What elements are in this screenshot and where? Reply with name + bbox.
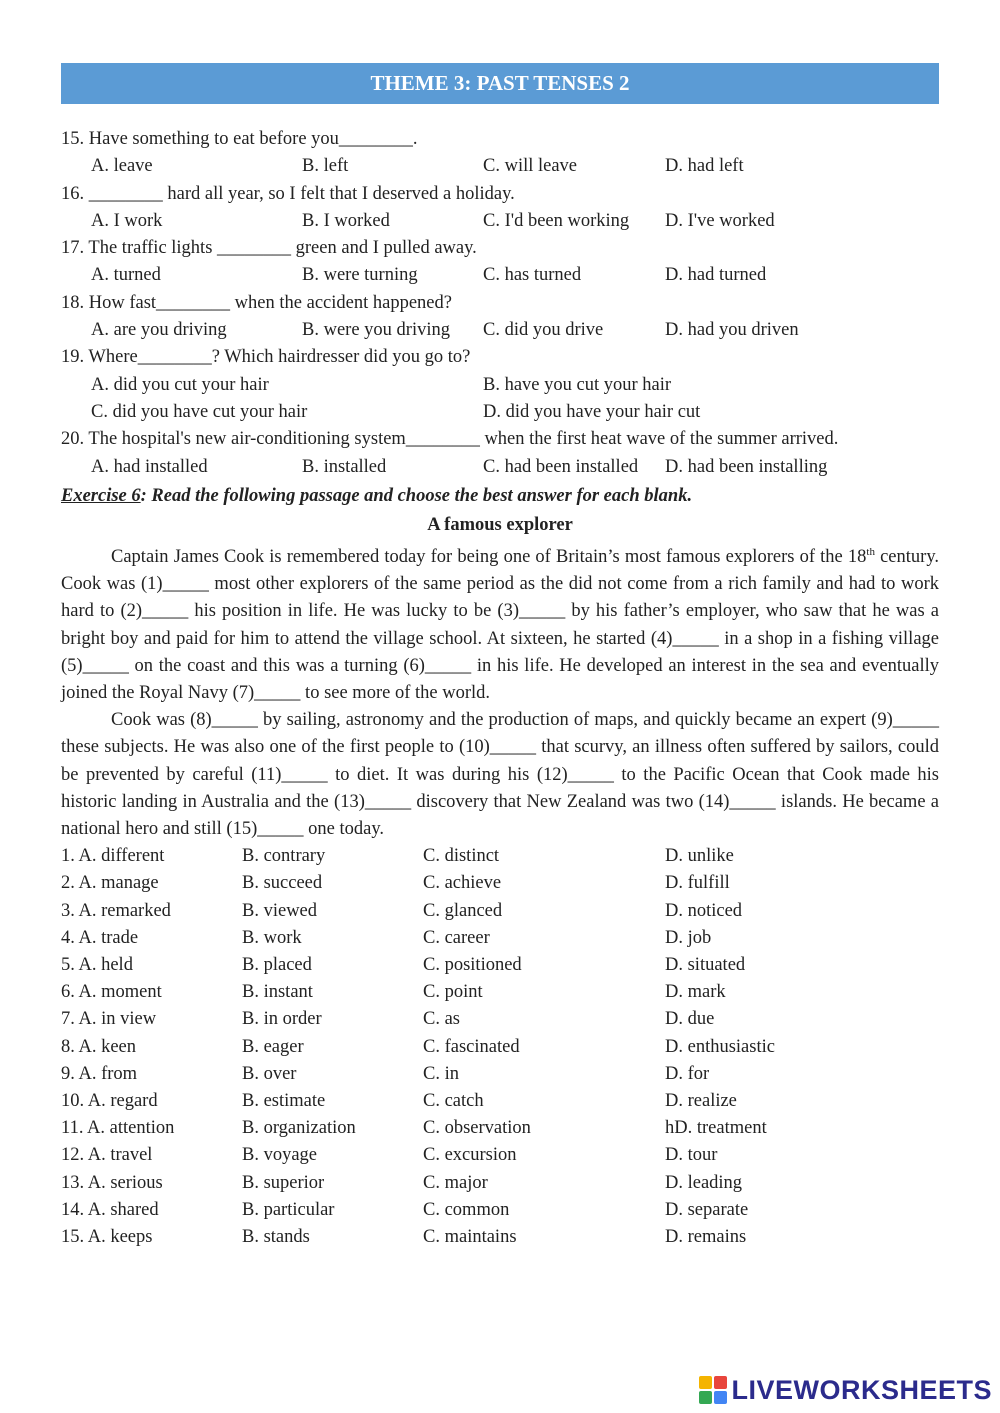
- options-row: [61, 317, 939, 344]
- option-a[interactable]: A. did you cut your hair: [91, 374, 269, 395]
- option-a[interactable]: 6. A. moment: [61, 982, 162, 1003]
- option-b[interactable]: B. work: [242, 927, 302, 948]
- options-row: [61, 399, 939, 426]
- passage-paragraph-2: Cook was (8)_____ by sailing, astronomy and the production of maps, and quickly became an expert (9)_____ these subjects. He was also one of the first people to (10)_____ that scurvy, an illness often suffered by sailors, could be prevented by careful (11)_____ to diet. It was during his (12)_____ to the Pacific Ocean that Cook made his historic landing in Australia and the (13)_____ discovery that New Zealand was two (14)_____ islands. He became a national hero and still (15)_____ one today.: [61, 710, 939, 840]
- answer-row-4: [61, 925, 939, 952]
- option-a[interactable]: 2. A. manage: [61, 873, 159, 894]
- option-a[interactable]: 9. A. from: [61, 1063, 138, 1084]
- option-a[interactable]: A. turned: [91, 265, 161, 286]
- options-row: [61, 262, 939, 289]
- answer-row-13: [61, 1170, 939, 1197]
- option-a[interactable]: A. had installed: [91, 456, 208, 477]
- paragraph-1-text-a: Captain James Cook is remembered today for being one of Britain’s most famous explorers of the 18: [111, 547, 867, 568]
- question-17: [61, 235, 939, 290]
- option-b[interactable]: B. instant: [242, 982, 313, 1003]
- option-d[interactable]: D. remains: [665, 1226, 747, 1247]
- option-b[interactable]: B. placed: [242, 955, 312, 975]
- question-20: [61, 426, 939, 481]
- answer-row-11: [61, 1115, 939, 1142]
- option-a[interactable]: A. leave: [91, 156, 153, 177]
- option-c[interactable]: C. maintains: [423, 1226, 517, 1247]
- option-c[interactable]: C. did you drive: [483, 320, 604, 341]
- question-16: [61, 181, 939, 236]
- answer-row-12: [61, 1142, 939, 1169]
- option-d[interactable]: D. had been installing: [665, 456, 828, 477]
- option-b[interactable]: B. over: [242, 1063, 297, 1084]
- option-c[interactable]: C. will leave: [483, 156, 578, 177]
- option-d[interactable]: D. due: [665, 1009, 715, 1030]
- option-c[interactable]: C. major: [423, 1172, 488, 1193]
- option-d[interactable]: D. situated: [665, 955, 746, 975]
- option-a[interactable]: 1. A. different: [61, 846, 165, 867]
- option-d[interactable]: D. realize: [665, 1090, 737, 1111]
- option-b[interactable]: B. installed: [302, 456, 387, 477]
- option-b[interactable]: B. were you driving: [302, 320, 450, 341]
- option-b[interactable]: B. particular: [242, 1199, 335, 1220]
- question-15: [61, 126, 939, 181]
- liveworksheets-logo-icon: [699, 1376, 727, 1404]
- answer-row-3: [61, 898, 939, 925]
- exercise-6-heading: [61, 481, 939, 511]
- question-19: [61, 344, 939, 426]
- answer-row-1: [61, 843, 939, 870]
- option-b[interactable]: B. estimate: [242, 1090, 326, 1111]
- option-a[interactable]: 11. A. attention: [61, 1118, 175, 1139]
- option-c[interactable]: C. observation: [423, 1118, 531, 1139]
- option-b[interactable]: B. organization: [242, 1118, 356, 1139]
- option-c[interactable]: C. excursion: [423, 1145, 517, 1166]
- option-a[interactable]: 4. A. trade: [61, 927, 139, 948]
- option-a[interactable]: A. I work: [91, 210, 163, 231]
- option-b[interactable]: B. contrary: [242, 846, 326, 867]
- exercise-label: Exercise 6: [61, 485, 141, 506]
- option-c[interactable]: C. in: [423, 1063, 459, 1084]
- options-row: [61, 372, 939, 399]
- option-d[interactable]: D. tour: [665, 1145, 718, 1166]
- option-b[interactable]: B. eager: [242, 1036, 304, 1057]
- option-b[interactable]: B. superior: [242, 1172, 325, 1193]
- option-a[interactable]: 7. A. in view: [61, 1009, 157, 1030]
- option-c[interactable]: C. had been installed: [483, 456, 639, 477]
- answer-row-5: [61, 952, 939, 979]
- option-c[interactable]: C. career: [423, 927, 490, 948]
- option-a[interactable]: A. are you driving: [91, 320, 227, 341]
- worksheet-content: [61, 126, 939, 1251]
- question-stem: 15. Have something to eat before you________.: [61, 129, 418, 149]
- answer-row-10: [61, 1088, 939, 1115]
- paragraph-1-text-b: century. Cook was (1)_____ most other explorers of the same period as the did not come from a rich family and had to work hard to (2)_____ his position in life. He was lucky to be (3)_____ by his father’s employer, who saw that he was a bright boy and paid for him to attend the village school. At sixteen, he started (4)_____ in a shop in a fishing village (5)_____ on the coast and this was a turning (6)_____ in his life. He developed an interest in the sea and eventually joined the Royal Navy (7)_____ to see more of the world.: [61, 547, 939, 704]
- answer-row-6: [61, 979, 939, 1006]
- option-c[interactable]: C. I'd been working: [483, 210, 630, 231]
- answer-row-15: [61, 1224, 939, 1251]
- option-d[interactable]: D. had you driven: [665, 320, 799, 341]
- option-c[interactable]: C. distinct: [423, 846, 500, 867]
- option-c[interactable]: C. common: [423, 1199, 510, 1220]
- question-stem: 18. How fast________ when the accident happened?: [61, 292, 452, 313]
- option-d[interactable]: D. had turned: [665, 265, 767, 286]
- answer-row-8: [61, 1034, 939, 1061]
- answer-row-2: [61, 870, 939, 897]
- option-d[interactable]: D. had left: [665, 156, 744, 177]
- option-d[interactable]: D. did you have your hair cut: [483, 401, 701, 422]
- passage-title: A famous explorer: [427, 514, 573, 535]
- option-d[interactable]: D. leading: [665, 1172, 743, 1193]
- option-d[interactable]: D. noticed: [665, 900, 743, 921]
- option-d[interactable]: D. I've worked: [665, 210, 775, 231]
- option-a[interactable]: 10. A. regard: [61, 1090, 158, 1111]
- option-a[interactable]: 8. A. keen: [61, 1036, 137, 1057]
- question-stem: 20. The hospital's new air-conditioning system________ when the first heat wave of the summer arrived.: [61, 429, 839, 450]
- option-d[interactable]: D. fulfill: [665, 873, 730, 894]
- option-b[interactable]: B. stands: [242, 1226, 310, 1247]
- option-c[interactable]: C. point: [423, 982, 483, 1003]
- option-c[interactable]: C. positioned: [423, 955, 522, 975]
- option-b[interactable]: B. have you cut your hair: [483, 374, 672, 395]
- ordinal-suffix: th: [866, 545, 875, 558]
- options-row: [61, 454, 939, 481]
- option-d[interactable]: D. for: [665, 1063, 710, 1084]
- option-b[interactable]: B. were turning: [302, 265, 418, 286]
- option-a[interactable]: 5. A. held: [61, 955, 133, 975]
- option-c[interactable]: C. as: [423, 1009, 460, 1030]
- answer-row-7: [61, 1006, 939, 1033]
- option-b[interactable]: B. left: [302, 156, 349, 177]
- option-d[interactable]: D. job: [665, 927, 712, 948]
- option-c[interactable]: C. has turned: [483, 265, 582, 286]
- question-18: [61, 290, 939, 345]
- option-b[interactable]: B. voyage: [242, 1145, 318, 1166]
- option-c[interactable]: C. did you have cut your hair: [91, 401, 308, 422]
- question-stem: 16. ________ hard all year, so I felt that I deserved a holiday.: [61, 183, 515, 204]
- option-c[interactable]: C. achieve: [423, 873, 502, 894]
- exercise-instruction: : Read the following passage and choose the best answer for each blank.: [140, 485, 693, 506]
- option-a[interactable]: 13. A. serious: [61, 1172, 163, 1193]
- option-a[interactable]: 14. A. shared: [61, 1199, 159, 1220]
- option-b[interactable]: B. in order: [242, 1009, 322, 1030]
- question-stem: 19. Where________? Which hairdresser did you go to?: [61, 347, 471, 368]
- option-d[interactable]: hD. treatment: [665, 1118, 767, 1139]
- question-stem: 17. The traffic lights ________ green and I pulled away.: [61, 238, 477, 259]
- options-row: [61, 153, 939, 180]
- logo-text: LIVEWORKSHEETS: [731, 1374, 992, 1405]
- theme-title: THEME 3: PAST TENSES 2: [370, 71, 630, 95]
- option-b[interactable]: B. I worked: [302, 210, 390, 231]
- option-b[interactable]: B. viewed: [242, 900, 318, 921]
- option-d[interactable]: D. enthusiastic: [665, 1036, 775, 1057]
- option-a[interactable]: 12. A. travel: [61, 1145, 153, 1166]
- passage-paragraph-1: [61, 539, 939, 707]
- option-c[interactable]: C. catch: [423, 1090, 484, 1111]
- option-c[interactable]: C. glanced: [423, 900, 503, 921]
- options-row: [61, 208, 939, 235]
- option-d[interactable]: D. mark: [665, 982, 726, 1003]
- theme-title-banner: [61, 63, 939, 104]
- liveworksheets-logo: [699, 1375, 992, 1405]
- option-d[interactable]: D. unlike: [665, 846, 734, 867]
- option-a[interactable]: 15. A. keeps: [61, 1226, 153, 1247]
- answer-options-list: [61, 843, 939, 1251]
- option-a[interactable]: 3. A. remarked: [61, 900, 171, 921]
- answer-row-9: [61, 1061, 939, 1088]
- option-c[interactable]: C. fascinated: [423, 1036, 520, 1057]
- option-d[interactable]: D. separate: [665, 1199, 749, 1220]
- option-b[interactable]: B. succeed: [242, 873, 323, 894]
- answer-row-14: [61, 1197, 939, 1224]
